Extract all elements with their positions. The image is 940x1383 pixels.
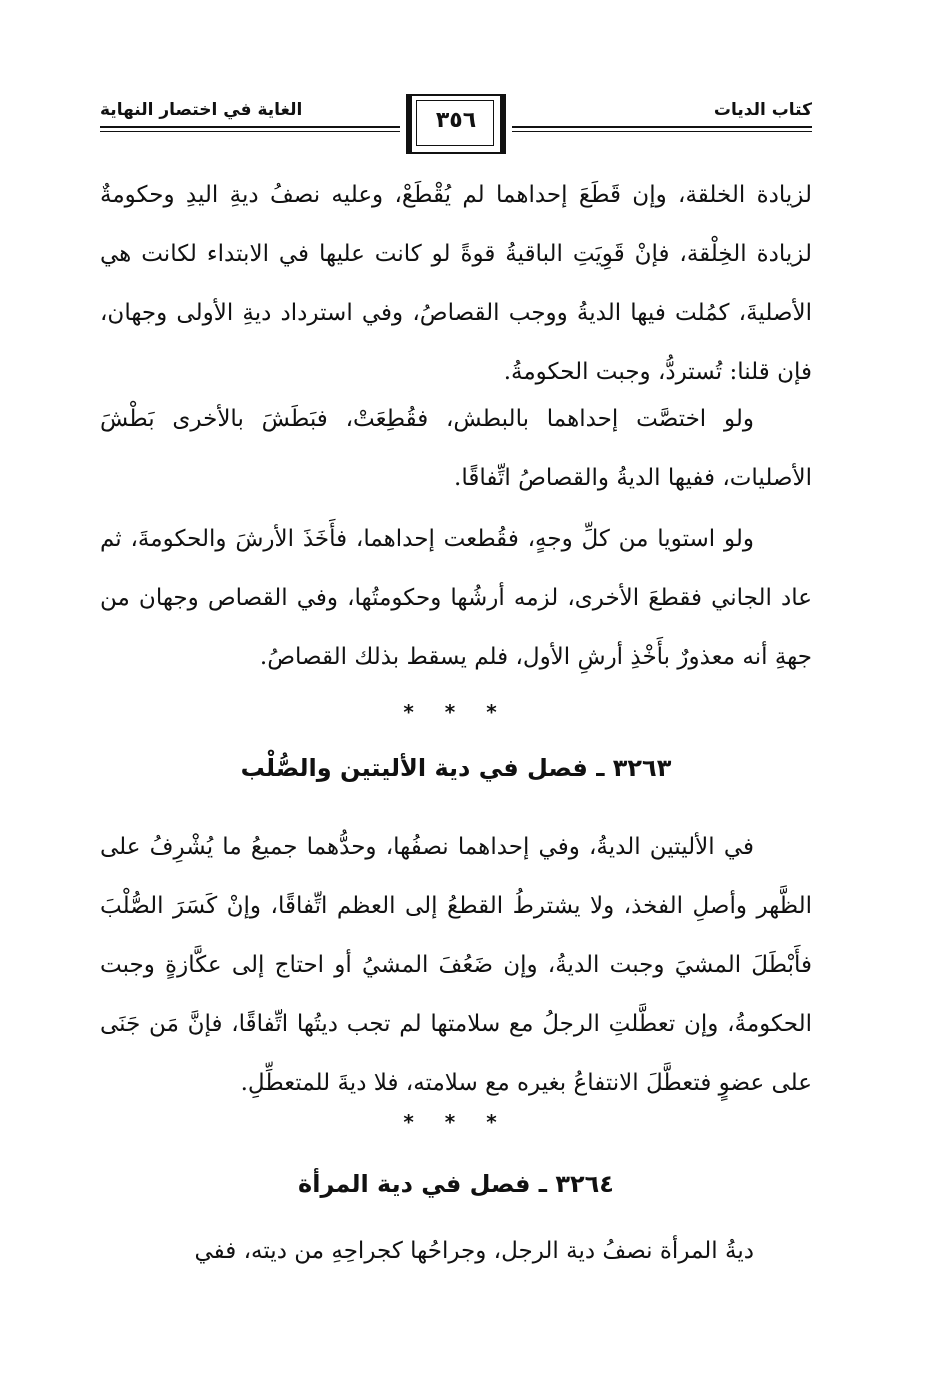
paragraph-2: ولو اختصَّت إحداهما بالبطش، فقُطِعَتْ، فبَطَشَ بالأخرى بَطْشَ الأصليات، ففيها الديةُ والقصاصُ اتِّفاقًا. — [100, 406, 812, 491]
section-heading-3264: ٣٢٦٤ ـ فصل في دية المرأة — [298, 1170, 614, 1198]
paragraph-4: في الأليتين الديةُ، وفي إحداهما نصفُها، وحدُّهما جميعُ ما يُشْرِفُ على الظَّهر وأصلِ الفخذ، ولا يشترطُ القطعُ إلى العظم اتِّفاقًا، وإنْ كَسَرَ الصُّلْبَ فأَبْطَلَ المشيَ وجبت الديةُ، وإن ضَعُفَ المشيُ أو احتاج إلى عكَّازةٍ وجبت الحكومةُ، وإن تعطَّلتِ الرجلُ مع سلامتها لم تجب ديتُها اتِّفاقًا، فإنَّ مَن جَنَى على عضوٍ فتعطَّلَ الانتفاعُ بغيره مع سلامته، فلا ديةَ للمتعطِّلِ. — [100, 834, 812, 1096]
header-rule-right — [512, 126, 812, 128]
paragraph-1: لزيادة الخلقة، وإن قَطَعَ إحداهما لم يُقْطَعْ، وعليه نصفُ ديةِ اليدِ وحكومةٌ لزيادة الخِلْقة، فإنْ قَوِيَتِ الباقيةُ قوةً لو كانت عليها في الابتداء لكانت هي الأصليةَ، كمُلت فيها الديةُ ووجب القصاصُ، وفي استرداد ديةِ الأولى وجهان، فإن قلنا: تُستردُّ، وجبت الحكومةُ. — [100, 182, 812, 385]
header-rule-left-thin — [100, 131, 400, 132]
paragraph-3: ولو استويا من كلِّ وجهٍ، فقُطعت إحداهما، فأَخَذَ الأرشَ والحكومةَ، ثم عاد الجاني فقطعَ الأخرى، لزمه أرشُها وحكومتُها، وفي القصاص وجهان من جهةِ أنه معذورٌ بأَخْذِ أرشِ الأول، فلم يسقط بذلك القصاصُ. — [100, 526, 812, 670]
chapter-title: كتاب الديات — [713, 100, 812, 120]
paragraph-5: ديةُ المرأة نصفُ دية الرجل، وجراحُها كجراحِهِ من ديته، ففي — [194, 1238, 754, 1264]
section-separator: * * * — [403, 700, 509, 724]
page-number: ٣٥٦ — [435, 108, 477, 133]
section-heading-3263: ٣٢٦٣ ـ فصل في دية الأليتين والصُّلْب — [240, 754, 672, 782]
book-title: الغاية في اختصار النهاية — [100, 100, 303, 120]
page-number-frame — [410, 94, 502, 154]
header-rule-left — [100, 126, 400, 128]
header-rule-right-thin — [512, 131, 812, 132]
section-separator: * * * — [403, 1110, 509, 1134]
running-header — [100, 92, 812, 162]
